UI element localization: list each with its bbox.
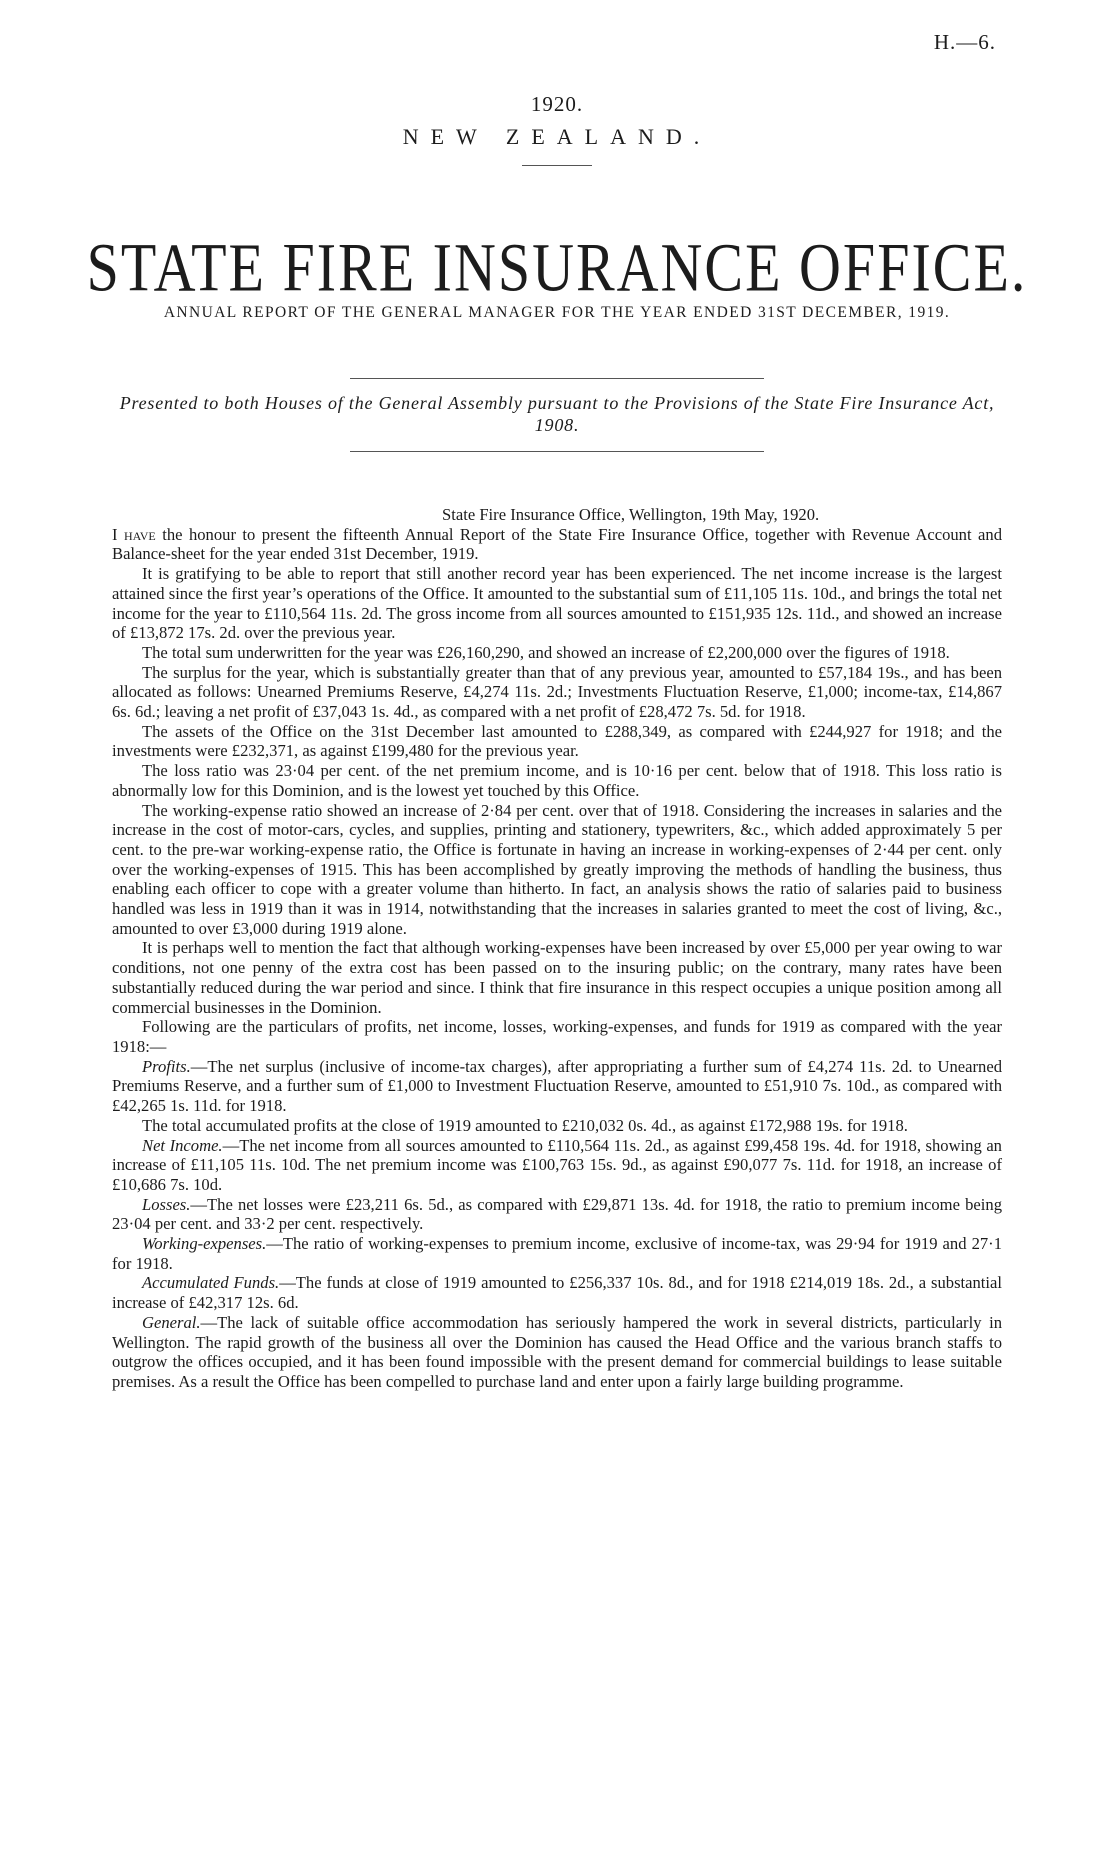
document-subtitle: ANNUAL REPORT OF THE GENERAL MANAGER FOR THE YEAR ENDED 31ST DECEMBER, 1919. <box>163 304 951 321</box>
report-body <box>112 505 1002 1392</box>
paragraph-surplus: The surplus for the year, which is substantially greater than that of any previous year, amounted to £57,184 19s., and has been allocated as follows: Unearned Premiums Reserve, £4,274 11s. 2d.; Investments Fluctuation Reserve, £1,000; income-tax, £14,867 6s. 6d.; leaving a net profit of £37,043 1s. 4d., as compared with a net profit of £28,472 7s. 5d. for 1918. <box>112 662 1002 722</box>
section-text: —The net income from all sources amounted to £110,564 11s. 2d., as against £99,458 19s. 4d. for 1918, showing an increase of £11,105 11s. 10d. The net premium income was £100,763 15s. 9d., as against £90,077 7s. 11d. for 1918, an increase of £10,686 7s. 10d. <box>112 1135 1002 1194</box>
section-lead: Working-expenses. <box>142 1234 267 1254</box>
section-lead: Losses. <box>142 1194 191 1214</box>
opening-paragraph <box>112 525 1002 564</box>
page-reference: H.—6. <box>933 30 996 54</box>
document-year: 1920. <box>530 92 584 116</box>
paragraph-assets: The assets of the Office on the 31st December last amounted to £288,349, as compared with £244,927 for 1918; and the investments were £232,371, as against £199,480 for the previous year. <box>112 721 1002 761</box>
section-text: The total accumulated profits at the close of 1919 amounted to £210,032 0s. 4d., as against £172,988 19s. for 1918. <box>142 1115 908 1135</box>
paragraph-loss-ratio: The loss ratio was 23·04 per cent. of the net premium income, and is 10·16 per cent. below that of 1918. This loss ratio is abnormally low for this Dominion, and is the lowest yet touched by this Office. <box>112 761 1002 800</box>
section-lead: Accumulated Funds. <box>142 1273 280 1293</box>
section-text: —The lack of suitable office accommodation has seriously hampered the work in several districts, particularly in Wellington. The rapid growth of the business all over the Dominion has caused the Head Office and the various branch staffs to outgrow the offices occupied, and it has been found impossible with the present demand for commercial buildings to lease suitable premises. As a result the Office has been compelled to purchase land and enter upon a fairly large building programme. <box>112 1312 1002 1391</box>
divider-bottom <box>350 451 764 452</box>
section-text: —The ratio of working-expenses to premium income, exclusive of income-tax, was 29·94 for 1919 and 27·1 for 1918. <box>112 1234 1002 1273</box>
section-working-expenses <box>112 1234 1002 1273</box>
section-accumulated-profits <box>112 1116 1002 1136</box>
section-text: —The net losses were £23,211 6s. 5d., as compared with £29,871 13s. 4d. for 1918, the ratio to premium income being 23·04 per cent. and 33·2 per cent. respectively. <box>112 1194 1002 1234</box>
paragraph-war-conditions: It is perhaps well to mention the fact that although working-expenses have been increased by over £5,000 per year owing to war conditions, not one penny of the extra cost has been passed on to the insuring public; on the contrary, many rates have been substantially reduced during the war period and since. I think that fire insurance in this respect occupies a unique position among all commercial businesses in the Dominion. <box>112 938 1002 1017</box>
opening-text: the honour to present the fifteenth Annual Report of the State Fire Insurance Office, together with Revenue Account and Balance-sheet for the year ended 31st December, 1919. <box>112 524 1002 564</box>
opening-lead: I have <box>112 524 156 544</box>
document-title: STATE FIRE INSURANCE OFFICE. <box>86 229 1028 306</box>
section-general <box>112 1313 1002 1392</box>
section-text: —The funds at close of 1919 amounted to £256,337 10s. 8d., and for 1918 £214,019 18s. 2d., a substantial increase of £42,317 12s. 6d. <box>112 1273 1002 1313</box>
paragraph-working-expense: The working-expense ratio showed an increase of 2·84 per cent. over that of 1918. Considering the increases in salaries and the increase in the cost of motor-cars, cycles, and supplies, printing and stationery, typewriters, &c., which added approximately 5 per cent. to the pre-war working-expense ratio, the Office is fortunate in having an increase in working-expenses of 2·44 per cent. only over the working-expenses of 1915. This has been accomplished by greatly improving the methods of handling the business, thus enabling each officer to cope with a greater volume than hitherto. In fact, an analysis shows the ratio of salaries paid to business handled was less in 1919 than it was in 1914, notwithstanding that the increases in salaries granted to meet the cost of living, &c., amounted to over £3,000 during 1919 alone. <box>112 800 1002 938</box>
section-accumulated-funds <box>112 1273 1002 1312</box>
presentation-note: Presented to both Houses of the General Assembly pursuant to the Provisions of the State Fire Insurance Act, 1908. <box>119 393 995 435</box>
divider-short <box>522 165 592 166</box>
country-heading: NEW ZEALAND. <box>402 124 712 149</box>
paragraph-record-year: It is gratifying to be able to report that still another record year has been experienced. The net income increase is the largest attained since the first year’s operations of the Office. It amounted to the substantial sum of £11,105 11s. 10d., and brings the total net income for the year to £110,564 11s. 2d. The gross income from all sources amounted to £151,935 12s. 11d., and showed an increase of £13,872 17s. 2d. over the previous year. <box>112 564 1002 643</box>
section-profits <box>112 1057 1002 1116</box>
section-lead: Net Income. <box>142 1135 223 1155</box>
section-lead: General. <box>142 1312 201 1332</box>
section-lead: Profits. <box>142 1056 191 1076</box>
paragraph-particulars-intro: Following are the particulars of profits, net income, losses, working-expenses, and funds for 1919 as compared with the year 1918:— <box>112 1017 1002 1056</box>
dateline: State Fire Insurance Office, Wellington, 19th May, 1920. <box>442 505 820 524</box>
section-losses <box>112 1195 1002 1234</box>
section-net-income <box>112 1136 1002 1195</box>
paragraph-sum-underwritten: The total sum underwritten for the year was £26,160,290, and showed an increase of £2,200,000 over the figures of 1918. <box>142 642 950 662</box>
section-text: —The net surplus (inclusive of income-tax charges), after appropriating a further sum of £4,274 11s. 2d. to Unearned Premiums Reserve, and a further sum of £1,000 to Investment Fluctuation Reserve, amounted to £51,910 7s. 10d., as compared with £42,265 1s. 11d. for 1918. <box>112 1056 1002 1116</box>
divider-top <box>350 378 764 379</box>
